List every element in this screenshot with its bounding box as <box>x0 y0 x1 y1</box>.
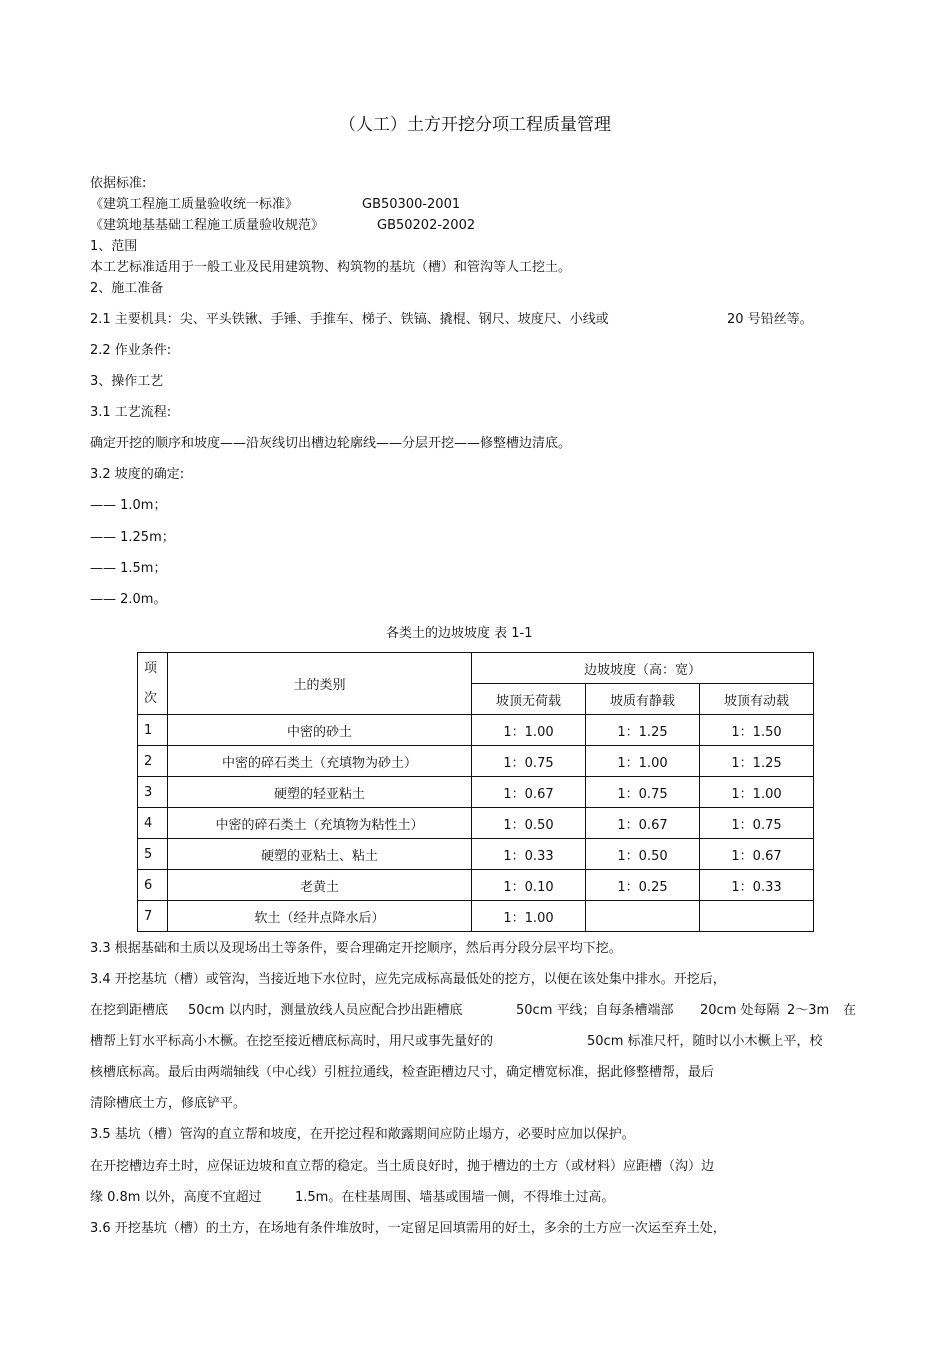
section-heading: 3、操作工艺 <box>90 374 164 389</box>
row-soil: 中密的碎石类土（充填物为砂土） <box>168 746 472 777</box>
table-row <box>138 715 814 746</box>
depth-item: —— 1.0m； <box>90 498 167 513</box>
row-value: 1：1.25 <box>586 715 700 746</box>
page-title: （人工）土方开挖分项工程质量管理 <box>339 115 611 135</box>
paragraph-fragment: 2～3m <box>787 1003 830 1018</box>
row-value <box>700 901 814 932</box>
standard-code: GB50202-2002 <box>377 218 476 233</box>
row-value: 1：0.67 <box>700 839 814 870</box>
row-value: 1：0.75 <box>472 746 586 777</box>
table-row <box>138 746 814 777</box>
standard-name: 《建筑工程施工质量验收统一标准》 <box>90 197 299 212</box>
paragraph: 本工艺标准适用于一般工业及民用建筑物、构筑物的基坑（槽）和管沟等人工挖土。 <box>90 260 572 275</box>
table-row <box>138 901 814 932</box>
row-index: 2 <box>138 746 168 777</box>
depth-item: —— 2.0m。 <box>90 592 167 607</box>
standard-code: GB50300-2001 <box>362 197 461 212</box>
paragraph: 3.4 开挖基坑（槽）或管沟，当接近地下水位时，应先完成标高最低处的挖方，以便在该处集中排水。开挖后， <box>90 972 726 987</box>
row-index: 3 <box>138 777 168 808</box>
row-soil: 硬塑的亚粘土、粘土 <box>168 839 472 870</box>
paragraph: 核槽底标高。最后由两端轴线（中心线）引桩拉通线，检查距槽边尺寸，确定槽宽标准，据此修整槽帮，最后 <box>90 1065 715 1080</box>
row-value: 1：1.00 <box>472 715 586 746</box>
paragraph: 3.5 基坑（槽）管沟的直立帮和坡度，在开挖过程和敞露期间应防止塌方，必要时应加以保护。 <box>90 1127 635 1142</box>
section-heading: 2、施工准备 <box>90 281 164 296</box>
row-value: 1：0.33 <box>700 870 814 901</box>
paragraph: 确定开挖的顺序和坡度——沿灰线切出槽边轮廓线——分层开挖——修整槽边清底。 <box>90 436 572 451</box>
paragraph-fragment: 1.5m。在柱基周围、墙基或围墙一侧，不得堆土过高。 <box>295 1190 615 1205</box>
row-soil: 老黄土 <box>168 870 472 901</box>
header-index-bottom: 次 <box>144 690 158 706</box>
paragraph-fragment: 20cm 处每隔 <box>700 1003 780 1018</box>
paragraph: 3.3 根据基础和土质以及现场出土等条件，要合理确定开挖顺序，然后再分段分层平均下挖。 <box>90 941 622 956</box>
paragraph: 20 号铅丝等。 <box>727 312 813 327</box>
table-row <box>138 777 814 808</box>
row-value: 1：1.00 <box>472 901 586 932</box>
header-slope: 边坡坡度（高：宽） <box>472 653 814 684</box>
row-value: 1：0.25 <box>586 870 700 901</box>
slope-table <box>137 652 814 932</box>
row-soil: 中密的碎石类土（充填物为粘性土） <box>168 808 472 839</box>
paragraph-fragment: 在 <box>843 1003 857 1018</box>
paragraph-fragment: 50cm 平线；自每条槽端部 <box>516 1003 674 1018</box>
row-value <box>586 901 700 932</box>
row-value: 1：1.50 <box>700 715 814 746</box>
row-value: 1：0.67 <box>586 808 700 839</box>
row-soil: 软土（经井点降水后） <box>168 901 472 932</box>
subsection-heading: 3.2 坡度的确定: <box>90 467 185 482</box>
row-value: 1：0.75 <box>586 777 700 808</box>
paragraph-fragment: 在挖到距槽底 <box>90 1003 169 1018</box>
section-heading: 1、范围 <box>90 239 138 254</box>
header-col: 坡顶无荷载 <box>472 684 586 715</box>
row-value: 1：0.75 <box>700 808 814 839</box>
row-value: 1：1.00 <box>586 746 700 777</box>
depth-item: —— 1.25m； <box>90 530 175 545</box>
header-soil: 土的类别 <box>168 653 472 715</box>
row-value: 1：0.50 <box>472 808 586 839</box>
paragraph-fragment: 缘 0.8m 以外，高度不宜超过 <box>90 1190 262 1205</box>
table-row <box>138 839 814 870</box>
row-index: 5 <box>138 839 168 870</box>
paragraph: 在开挖槽边弃土时，应保证边坡和直立帮的稳定。当土质良好时，抛于槽边的土方（或材料）应距槽（沟）边 <box>90 1159 715 1174</box>
row-index: 4 <box>138 808 168 839</box>
row-value: 1：1.25 <box>700 746 814 777</box>
row-value: 1：0.50 <box>586 839 700 870</box>
row-index: 1 <box>138 715 168 746</box>
row-soil: 中密的砂土 <box>168 715 472 746</box>
paragraph: 3.6 开挖基坑（槽）的土方，在场地有条件堆放时，一定留足回填需用的好土，多余的土方应一次运至弃土处， <box>90 1221 726 1236</box>
header-col: 坡质有静载 <box>586 684 700 715</box>
table-caption: 各类土的边坡坡度 表 1-1 <box>386 626 533 641</box>
row-index: 7 <box>138 901 168 932</box>
subsection-heading: 2.2 作业条件: <box>90 343 172 358</box>
row-value: 1：0.33 <box>472 839 586 870</box>
paragraph-fragment: 50cm 以内时，测量放线人员应配合抄出距槽底 <box>188 1003 463 1018</box>
header-index <box>138 653 168 715</box>
header-col: 坡顶有动载 <box>700 684 814 715</box>
paragraph: 清除槽底土方，修底铲平。 <box>90 1096 247 1111</box>
subsection-heading: 3.1 工艺流程: <box>90 405 172 420</box>
row-soil: 硬塑的轻亚粘土 <box>168 777 472 808</box>
row-value: 1：1.00 <box>700 777 814 808</box>
basis-label: 依据标准: <box>90 176 147 191</box>
paragraph: 2.1 主要机具：尖、平头铁锹、手锤、手推车、梯子、铁镐、撬棍、钢尺、坡度尺、小线或 <box>90 312 609 327</box>
table-row <box>138 808 814 839</box>
row-index: 6 <box>138 870 168 901</box>
table-row <box>138 870 814 901</box>
standard-name: 《建筑地基基础工程施工质量验收规范》 <box>90 218 325 233</box>
header-index-top: 项 <box>144 660 158 676</box>
depth-item: —— 1.5m； <box>90 561 167 576</box>
paragraph-fragment: 50cm 标准尺杆，随时以小木橛上平，校 <box>587 1034 823 1049</box>
paragraph-fragment: 槽帮上钉水平标高小木橛。在挖至接近槽底标高时，用尺或事先量好的 <box>90 1034 494 1049</box>
row-value: 1：0.67 <box>472 777 586 808</box>
row-value: 1：0.10 <box>472 870 586 901</box>
